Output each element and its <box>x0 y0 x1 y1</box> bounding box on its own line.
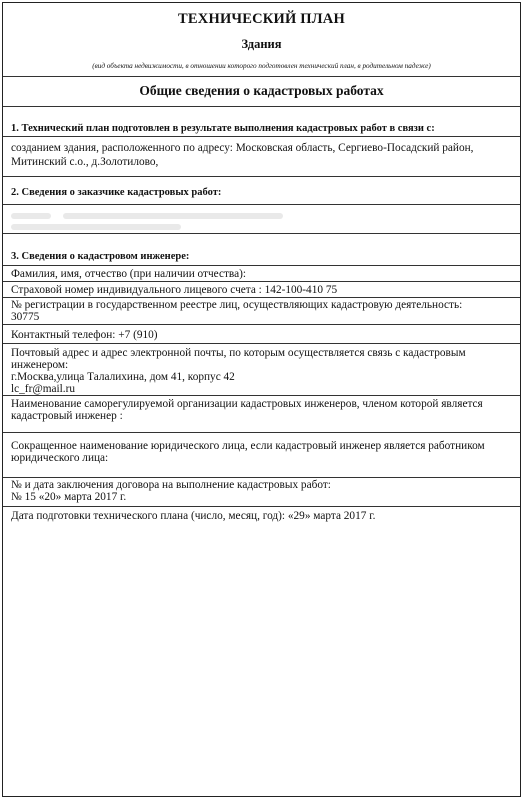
registry-number: 30775 <box>11 311 40 323</box>
snils-row <box>3 282 520 298</box>
redacted-text <box>11 213 51 219</box>
snils-text: Страховой номер индивидуального лицевого счета : 142-100-410 75 <box>11 284 338 296</box>
section1-text-row <box>3 137 520 177</box>
email-value: lc_fr@mail.ru <box>11 383 76 395</box>
sro-label-line2: кадастровый инженер : <box>11 410 123 422</box>
organization-row <box>3 433 520 478</box>
section1-text-line1: созданием здания, расположенного по адресу: Московская область, Сергиево-Посадский район, <box>11 142 474 154</box>
organization-label-line2: юридического лица: <box>11 452 109 464</box>
contract-row <box>3 478 520 507</box>
address-value: г.Москва,улица Талалихина, дом 41, корпус 42 <box>11 371 235 383</box>
section1-title: 1. Технический план подготовлен в результате выполнения кадастровых работ в связи с: <box>11 123 435 134</box>
section2-title-row <box>3 177 520 205</box>
general-info-heading-row <box>3 77 520 107</box>
redacted-text <box>11 224 181 230</box>
section2-title: 2. Сведения о заказчике кадастровых работ: <box>11 187 222 198</box>
sro-row <box>3 396 520 433</box>
preparation-date: Дата подготовки технического плана (число, месяц, год): «29» марта 2017 г. <box>11 510 376 522</box>
organization-label-line1: Сокращенное наименование юридического лица, если кадастровый инженер является работником <box>11 440 485 452</box>
section1-text-line2: Митинский с.о., д.Золотилово, <box>11 156 159 168</box>
header-block <box>3 3 520 77</box>
address-row <box>3 344 520 396</box>
object-type-note: (вид объекта недвижимости, в отношении которого подготовлен технический план, в родительном падеже) <box>92 62 431 70</box>
section1-title-row <box>3 107 520 137</box>
engineer-name-row <box>3 266 520 282</box>
object-type: Здания <box>241 37 282 51</box>
phone-text: Контактный телефон: +7 (910) <box>11 329 158 341</box>
contract-label: № и дата заключения договора на выполнение кадастровых работ: <box>11 479 331 491</box>
registry-row <box>3 298 520 325</box>
section3-title-row <box>3 234 520 266</box>
document-title: ТЕХНИЧЕСКИЙ ПЛАН <box>178 11 345 27</box>
contract-value: № 15 «20» марта 2017 г. <box>11 491 127 503</box>
address-label-line1: Почтовый адрес и адрес электронной почты, по которым осуществляется связь с кадастровым <box>11 347 466 359</box>
registry-label: № регистрации в государственном реестре лиц, осуществляющих кадастровую деятельность: <box>11 299 463 311</box>
engineer-name-label: Фамилия, имя, отчество (при наличии отчества): <box>11 268 247 280</box>
phone-row <box>3 325 520 344</box>
section3-title: 3. Сведения о кадастровом инженере: <box>11 251 190 262</box>
redacted-text <box>63 213 283 219</box>
section2-value-row <box>3 205 520 234</box>
sro-label-line1: Наименование саморегулируемой организации кадастровых инженеров, членом которой является <box>11 398 483 410</box>
address-label-line2: инженером: <box>11 359 69 371</box>
general-info-heading: Общие сведения о кадастровых работах <box>139 83 384 98</box>
technical-plan-page <box>2 2 521 797</box>
